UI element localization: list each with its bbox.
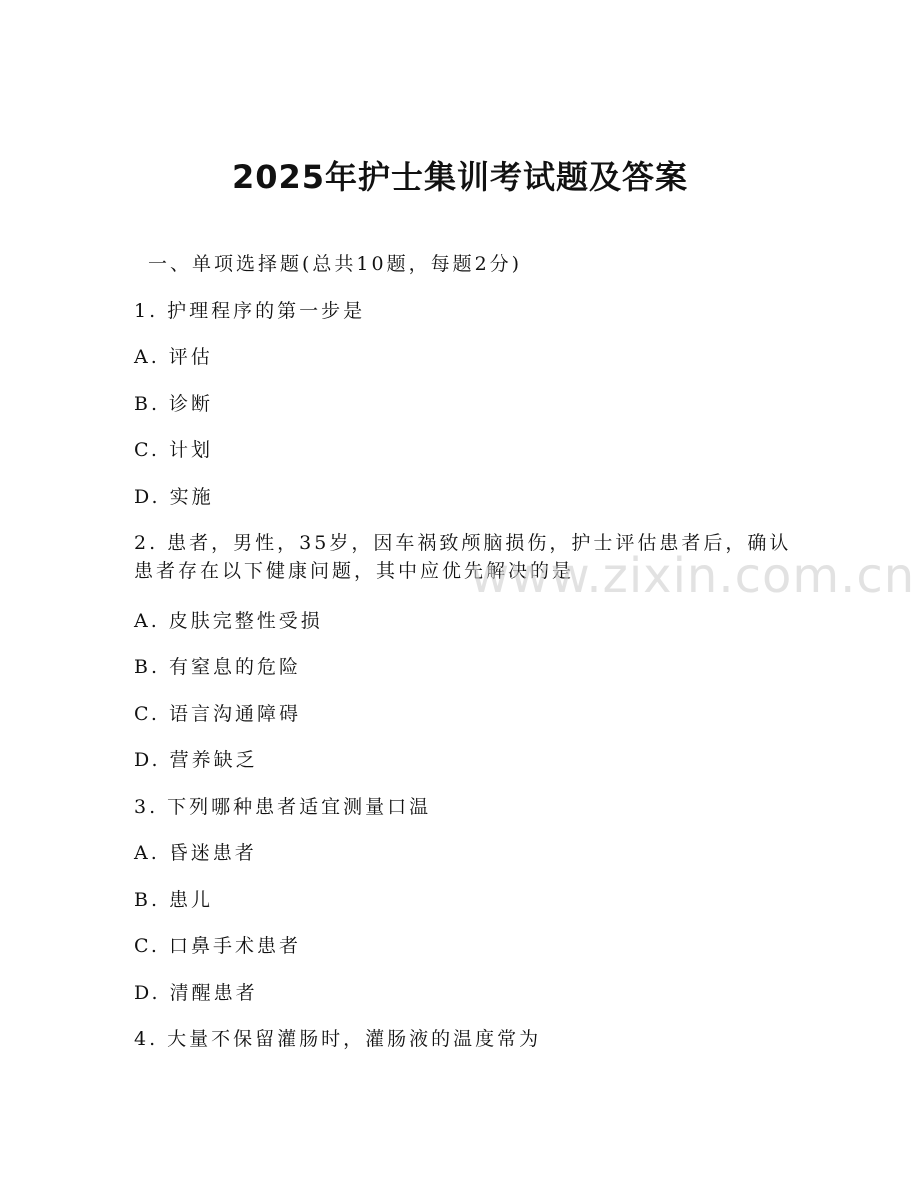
option-3d: D. 清醒患者 [134, 982, 258, 1004]
section-heading: 一、单项选择题(总共10题，每题2分) [148, 253, 523, 275]
option-2b: B. 有窒息的危险 [134, 656, 302, 678]
option-2a: A. 皮肤完整性受损 [134, 610, 323, 632]
option-1d: D. 实施 [134, 486, 214, 508]
question-3: 3. 下列哪种患者适宜测量口温 [134, 796, 432, 818]
option-3a: A. 昏迷患者 [134, 842, 257, 864]
question-1: 1. 护理程序的第一步是 [134, 300, 366, 322]
option-1b: B. 诊断 [134, 393, 214, 415]
document-title: 2025年护士集训考试题及答案 [231, 158, 689, 196]
option-1a: A. 评估 [134, 346, 213, 368]
option-3b: B. 患儿 [134, 889, 214, 911]
watermark: www.zixin.com.cn [470, 548, 916, 604]
option-1c: C. 计划 [134, 439, 213, 461]
question-2: 2. 患者，男性，35岁，因车祸致颅脑损伤，护士评估患者后，确认患者存在以下健康问题，其中应优先解决的是 [134, 532, 792, 582]
option-2c: C. 语言沟通障碍 [134, 703, 301, 725]
option-2d: D. 营养缺乏 [134, 749, 258, 771]
option-3c: C. 口鼻手术患者 [134, 935, 301, 957]
question-4: 4. 大量不保留灌肠时，灌肠液的温度常为 [134, 1028, 542, 1050]
